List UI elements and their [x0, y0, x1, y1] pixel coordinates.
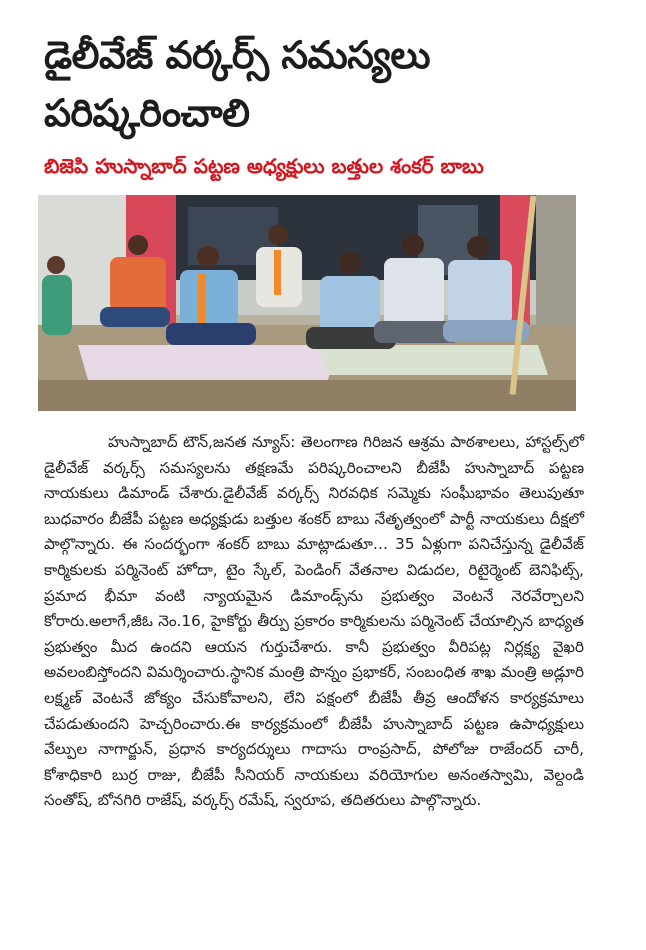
headline-line-1: డైలీవేజ్ వర్కర్స్ సమస్యలు — [44, 33, 430, 77]
protest-photo — [38, 195, 576, 411]
subheadline: బిజెపి హుస్నాబాద్ పట్టణ అధ్యక్షులు బత్తుల శంకర్ బాబు — [44, 154, 484, 178]
protest-photo-illustration — [38, 195, 576, 411]
article-body: హుస్నాబాద్ టౌన్,జనత న్యూస్: తెలంగాణ గిరిజన ఆశ్రమ పాఠశాలలు, హాస్టల్స్‌లో డైలీవేజ్ వర్కర్స్ సమస్యలను తక్షణమే పరిష్కరించాలని బీజేపీ హుస్నాబాద్ పట్టణ నాయకులు డిమాండ్ చేశారు.డైలీవేజ్ వర్కర్స్ నిరవధిక సమ్మెకు సంఘీభావం తెలుపుతూ బుధవారం బీజేపీ పట్టణ అధ్యక్షుడు బత్తుల శంకర్ బాబు నేతృత్వంలో పార్టీ నాయకులు దీక్షలో పాల్గొన్నారు. ఈ సందర్భంగా శంకర్ బాబు మాట్లాడుతూ… 35 ఏళ్లుగా పనిచేస్తున్న డైలీవేజ్ కార్మికులకు పర్మినెంట్ హోదా, టైం స్కేల్, పెండింగ్ వేతనాల విడుదల, రిటైర్మెంట్ బెనిఫిట్స్, ప్రమాద భీమా వంటి న్యాయమైన డిమాండ్స్‌ను ప్రభుత్వం వెంటనే నెరవేర్చాలని కోరారు.అలాగే,జీఓ నెం.16, హైకోర్టు తీర్పు ప్రకారం కార్మికులను పర్మినెంట్ చేయాల్సిన బాధ్యత ప్రభుత్వం మీద ఉందని ఆయన గుర్తుచేశారు. కానీ ప్రభుత్వం వీరిపట్ల నిర్లక్ష్య వైఖరి అవలంబిస్తోందని విమర్శించారు.స్థానిక మంత్రి పొన్నం ప్రభాకర్, సంబంధిత శాఖ మంత్రి అడ్లూరి లక్ష్మణ్ వెంటనే జోక్యం చేసుకోవాలని, లేని పక్షంలో బీజేపీ తీవ్ర ఆందోళన కార్యక్రమాలు చేపడుతుందని హెచ్చరించారు.ఈ కార్యక్రమంలో బీజేపీ హుస్నాబాద్ పట్టణ ఉపాధ్యక్షులు వేల్పుల నాగార్జున్, ప్రధాన కార్యదర్శులు గాదాసు రాంప్రసాద్, పోలోజు రాజేందర్ చారీ, కోశాధికారి బుర్ర రాజు, బీజేపీ సీనియర్ నాయకులు వరియోగుల అనంతస్వామి, వెల్దండి సంతోష్, బోనగిరి రాజేష్, వర్కర్స్ రమేష్, స్వరూప, తదితరులు పాల్గొన్నారు. — [44, 433, 584, 810]
headline — [44, 26, 624, 142]
headline-line-2: పరిష్కరించాలి — [44, 91, 250, 135]
